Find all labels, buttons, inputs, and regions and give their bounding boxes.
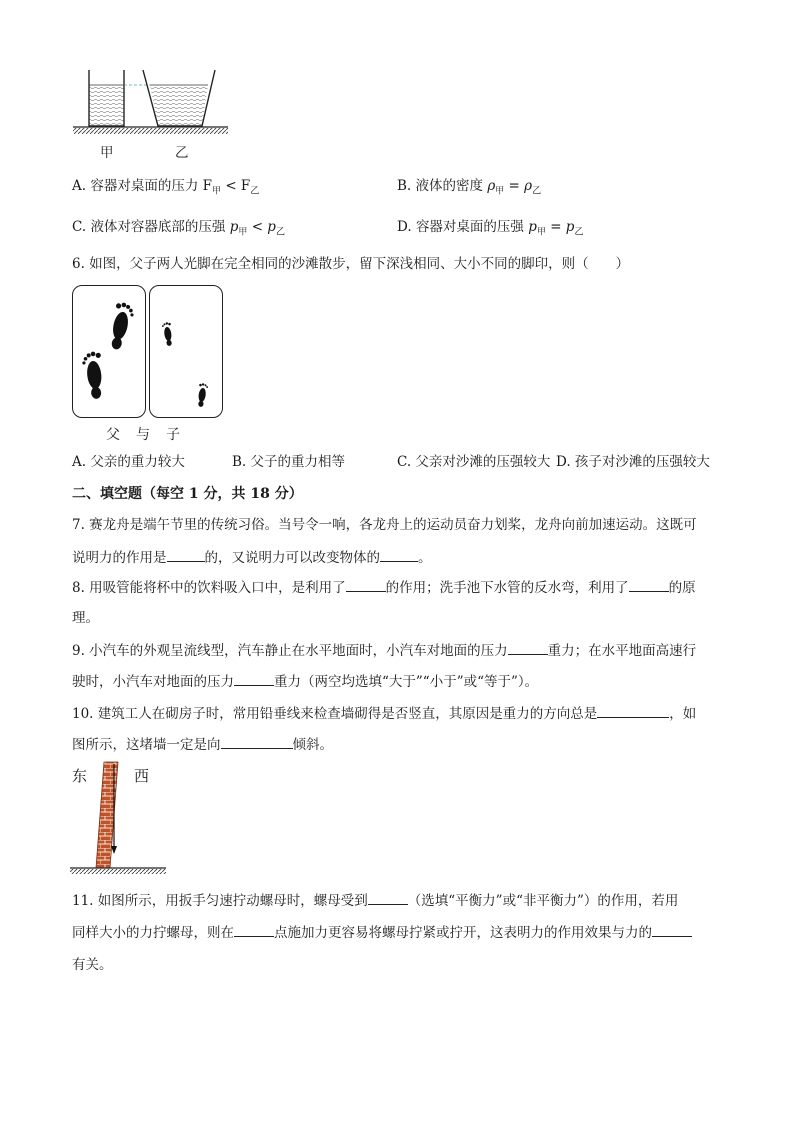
q11-blank-3[interactable] — [652, 923, 692, 937]
footprint-panel-father — [72, 285, 146, 418]
q9-blank-2[interactable] — [234, 672, 274, 686]
q10-line2: 图所示，这堵墙一定是向 倾斜。 — [72, 737, 333, 753]
q9-line1: 9. 小汽车的外观呈流线型，汽车静止在水平地面时，小汽车对地面的压力 重力；在水平地面高速行 — [72, 643, 697, 659]
q8-blank-2[interactable] — [629, 578, 669, 592]
q6-option-d[interactable]: D. 孩子对沙滩的压强较大 — [556, 454, 710, 470]
q9-blank-1[interactable] — [508, 641, 548, 655]
q11-line2: 同样大小的力拧螺母，则在 点施加力更容易将螺母拧紧或拧开，这表明力的作用效果与力的 — [72, 923, 692, 942]
q10-line1: 10. 建筑工人在砌房子时，常用铅垂线来检查墙砌得是否竖直，其原因是重力的方向总是 ，如 — [72, 706, 697, 722]
q7-line1: 7. 赛龙舟是端午节里的传统习俗。当号令一响，各龙舟上的运动员奋力划桨，龙舟向前加速运动。这既可 — [72, 517, 697, 533]
fig-label-west: 西 — [134, 767, 150, 785]
q8-blank-1[interactable] — [346, 578, 386, 592]
fig-label-east: 东 — [72, 767, 88, 785]
q5-option-a[interactable]: A. 容器对桌面的压力 $F_甲 < F_乙$ — [72, 178, 260, 197]
q11-line3: 有关。 — [72, 957, 113, 973]
plumb-bob-icon — [111, 846, 117, 854]
q8-line1: 8. 用吸管能将杯中的饮料吸入口中，是利用了 的作用；洗手池下水管的反水弯，利用了 的原 — [72, 580, 696, 596]
q6-option-c[interactable]: C. 父亲对沙滩的压强较大 — [397, 454, 551, 470]
q5-option-b[interactable]: B. 液体的密度 $\rho_甲 = \rho_乙$ — [397, 178, 542, 197]
q6-option-a[interactable]: A. 父亲的重力较大 — [72, 454, 185, 470]
q6-option-b[interactable]: B. 父子的重力相等 — [232, 454, 346, 470]
footprint-caption: 父 与 子 — [106, 427, 181, 443]
container-figure — [70, 66, 230, 136]
footprint-panel-son — [149, 285, 223, 418]
q11-blank-2[interactable] — [234, 923, 274, 937]
q11-line1: 11. 如图所示，用扳手匀速拧动螺母时，螺母受到 （选填“平衡力”或“非平衡力”）的作用，若用 — [72, 893, 679, 909]
q8-line2: 理。 — [72, 610, 99, 626]
container-jia — [89, 70, 124, 126]
q7-blank-1[interactable] — [167, 548, 205, 562]
q7-line2: 说明力的作用是 的，又说明力可以改变物体的 。 — [72, 550, 432, 566]
q5-option-c[interactable]: C. 液体对容器底部的压强 $p_甲 < p_乙$ — [72, 219, 285, 238]
fig-label-jia: 甲 — [100, 145, 115, 161]
son-footprints-icon — [150, 286, 222, 417]
brick-wall-figure — [70, 760, 170, 875]
q7-blank-2[interactable] — [380, 548, 418, 562]
q6-stem: 6. 如图，父子两人光脚在完全相同的沙滩散步，留下深浅相同、大小不同的脚印，则（ ） — [72, 256, 630, 272]
section-2-title: 二、填空题（每空 1 分，共 18 分） — [72, 486, 303, 502]
q10-blank-1[interactable] — [597, 704, 669, 718]
q9-line2: 驶时，小汽车对地面的压力 重力（两空均选填“大于”“小于”或“等于”）。 — [72, 674, 539, 690]
q5-option-d[interactable]: D. 容器对桌面的压强 $p_甲 = p_乙$ — [397, 219, 584, 238]
q10-blank-2[interactable] — [221, 735, 293, 749]
fig-label-yi: 乙 — [175, 145, 190, 161]
q11-blank-1[interactable] — [368, 891, 408, 905]
father-footprints-icon — [73, 286, 145, 417]
container-yi — [143, 70, 215, 126]
